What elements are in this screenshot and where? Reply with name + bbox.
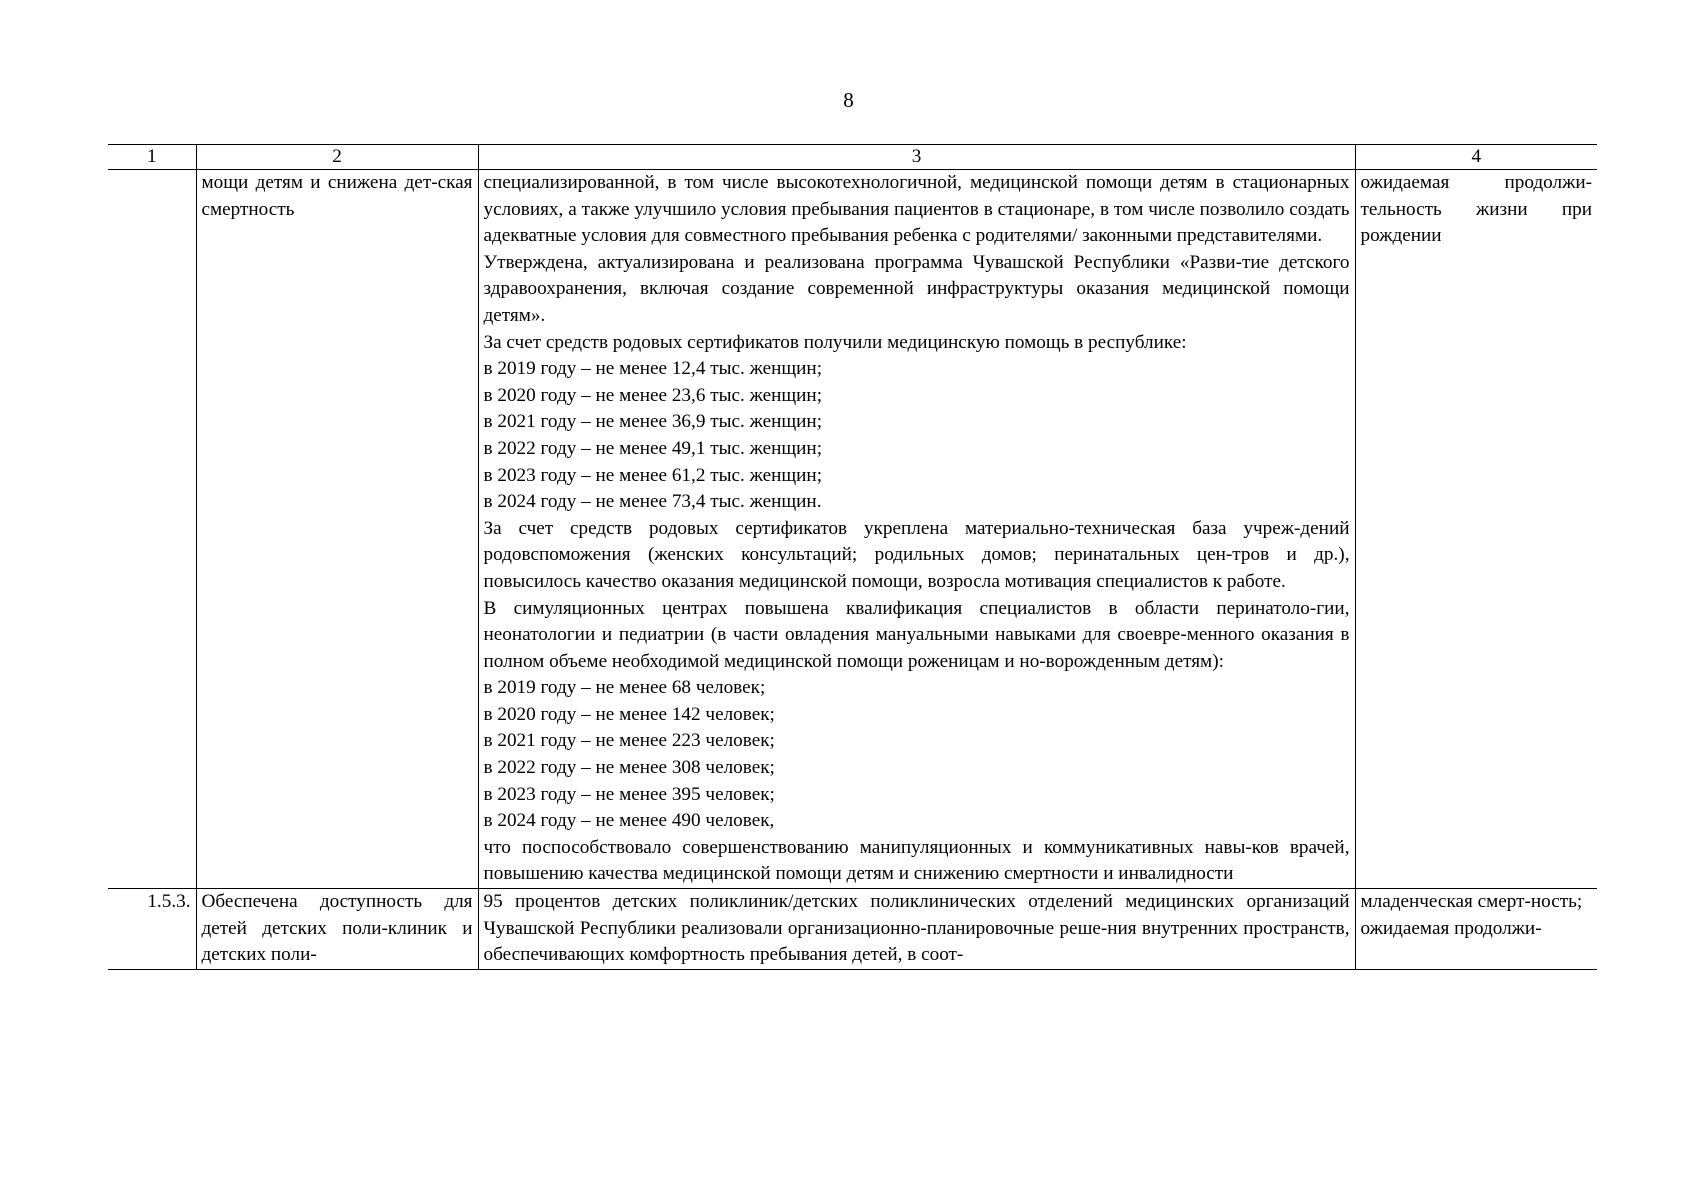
description-paragraph: В симуляционных центрах повышена квалификация специалистов в области перинатоло-гии, неонатологии и педиатрии (в части овладения мануальными навыками для своевре-менного оказания в полном объеме необходимой медицинской помощи роженицам и но-ворожденным детям):	[483, 597, 1350, 672]
description-paragraph: что поспособствовало совершенствованию манипуляционных и коммуникативных навы-ков врачей, повышению качества медицинской помощи детям и снижению смертности и инвалидности	[483, 836, 1350, 885]
list-item: в 2022 году – не менее 49,1 тыс. женщин;	[483, 437, 823, 459]
header-col-3: 3	[478, 145, 1355, 170]
header-col-2: 2	[196, 145, 478, 170]
row-b-description: 95 процентов детских поликлиник/детских поликлинических отделений медицинских организаций Чувашской Республики реализовали организационно-планировочные реше-ния внутренних пространств, обеспечивающих комфортность пребывания детей, в соот-	[478, 889, 1355, 970]
row-a-indicator: ожидаемая продолжи-тельность жизни при рождении	[1355, 170, 1597, 889]
indicator-item: ожидаемая продолжи-	[1360, 917, 1542, 939]
list-item: в 2023 году – не менее 61,2 тыс. женщин;	[483, 464, 823, 486]
list-item: в 2023 году – не менее 395 человек;	[483, 783, 775, 805]
table-row	[108, 170, 1597, 889]
list-item: в 2019 году – не менее 68 человек;	[483, 677, 766, 699]
list-item: в 2024 году – не менее 73,4 тыс. женщин.	[483, 491, 822, 513]
header-col-4: 4	[1355, 145, 1597, 170]
list-item: в 2019 году – не менее 12,4 тыс. женщин;	[483, 358, 823, 380]
row-b-task: Обеспечена доступность для детей детских поли-клиник и детских поли-	[196, 889, 478, 970]
description-paragraph: За счет средств родовых сертификатов получили медицинскую помощь в республике:	[483, 331, 1187, 353]
row-a-description	[478, 170, 1355, 889]
description-paragraph: Утверждена, актуализирована и реализована программа Чувашской Республики «Разви-тие детского здравоохранения, включая создание современной инфраструктуры оказания медицинской помощи детям».	[483, 251, 1350, 326]
row-a-number	[108, 170, 196, 889]
header-row	[108, 145, 1597, 170]
row-b-indicator	[1355, 889, 1597, 970]
list-item: в 2021 году – не менее 223 человек;	[483, 730, 775, 752]
list-item: в 2022 году – не менее 308 человек;	[483, 757, 775, 779]
row-b-number: 1.5.3.	[108, 889, 196, 970]
document-table	[108, 144, 1597, 970]
list-item: в 2020 году – не менее 142 человек;	[483, 703, 775, 725]
list-item: в 2024 году – не менее 490 человек,	[483, 810, 775, 832]
row-a-task: мощи детям и снижена дет-ская смертность	[196, 170, 478, 889]
description-paragraph: За счет средств родовых сертификатов укреплена материально-техническая база учреж-дений родовспоможения (женских консультаций; родильных домов; перинатальных цен-тров и др.), повысилось качество оказания медицинской помощи, возросла мотивация специалистов к работе.	[483, 517, 1350, 592]
header-col-1: 1	[108, 145, 196, 170]
page-number: 8	[843, 88, 854, 112]
table-row	[108, 889, 1597, 970]
list-item: в 2021 году – не менее 36,9 тыс. женщин;	[483, 411, 823, 433]
indicator-item: младенческая смерт-ность;	[1360, 891, 1583, 913]
list-item: в 2020 году – не менее 23,6 тыс. женщин;	[483, 384, 823, 406]
description-paragraph: специализированной, в том числе высокотехнологичной, медицинской помощи детям в стационарных условиях, а также улучшило условия пребывания пациентов в стационаре, в том числе позволило создать адекватные условия для совместного пребывания ребенка с родителями/ законными представителями.	[483, 172, 1350, 247]
